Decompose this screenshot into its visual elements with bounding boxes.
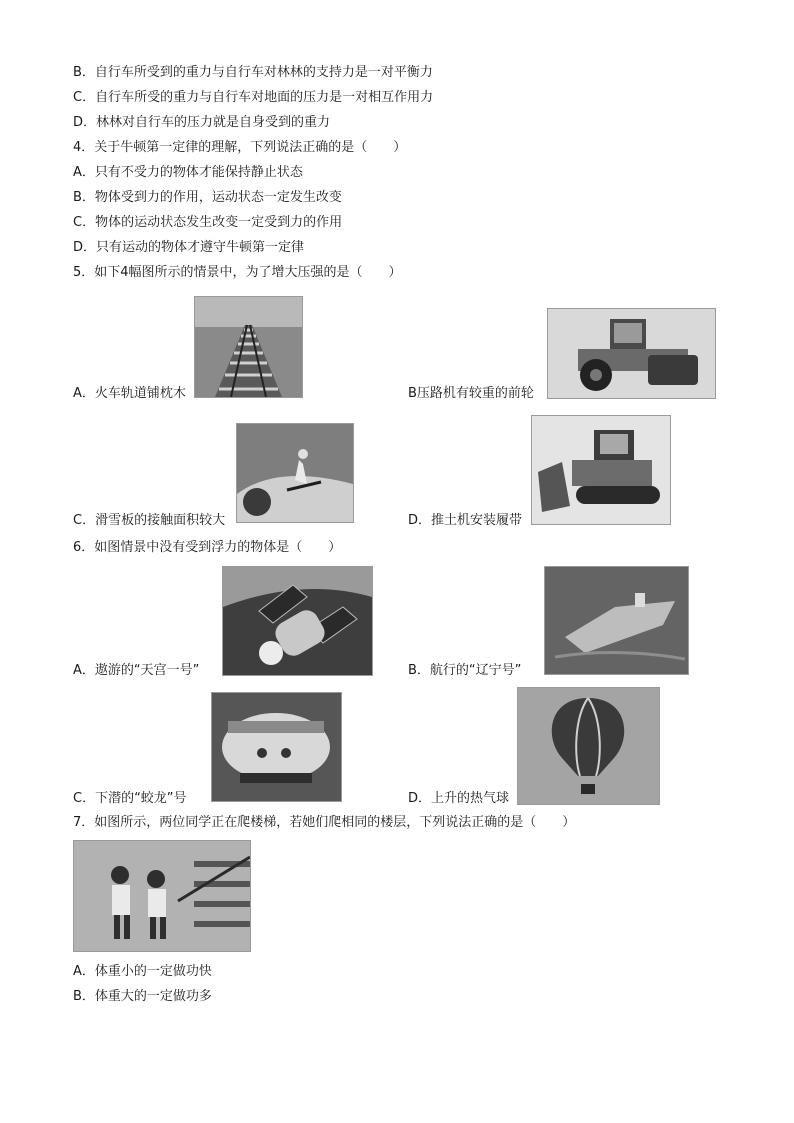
q6-stem: 6．如图情景中没有受到浮力的物体是（ ）: [73, 540, 342, 555]
q5-option-a: A．火车轨道铺枕木: [73, 386, 186, 401]
q6-option-c: C．下潜的“蛟龙”号: [73, 791, 187, 806]
snowboarder-image: [236, 423, 354, 523]
q4-option-c: C．物体的运动状态发生改变一定受到力的作用: [73, 215, 343, 230]
tiangong-image: [222, 566, 373, 676]
road-roller-image: [547, 308, 716, 399]
q6-option-b: B．航行的“辽宁号”: [408, 663, 522, 678]
q6-option-a: A．遨游的“天宫一号”: [73, 663, 200, 678]
railway-track-image: [194, 296, 303, 398]
q3-option-b: B．自行车所受到的重力与自行车对林林的支持力是一对平衡力: [73, 65, 433, 80]
aircraft-carrier-image: [544, 566, 689, 675]
q4-option-a: A．只有不受力的物体才能保持静止状态: [73, 165, 303, 180]
q5-option-c: C．滑雪板的接触面积较大: [73, 513, 226, 528]
q7-option-a: A．体重小的一定做功快: [73, 964, 212, 979]
q5-option-d: D．推土机安装履带: [408, 513, 523, 528]
q4-stem: 4．关于牛顿第一定律的理解，下列说法正确的是（ ）: [73, 140, 407, 155]
q7-stem: 7．如图所示，两位同学正在爬楼梯，若她们爬相同的楼层，下列说法正确的是（ ）: [73, 815, 576, 830]
bulldozer-image: [531, 415, 671, 525]
q3-option-d: D．林林对自行车的压力就是自身受到的重力: [73, 115, 331, 130]
q5-stem: 5．如下4幅图所示的情景中，为了增大压强的是（ ）: [73, 265, 402, 280]
hot-air-balloon-image: [517, 687, 660, 805]
q7-option-b: B．体重大的一定做功多: [73, 989, 212, 1004]
q3-option-c: C．自行车所受的重力与自行车对地面的压力是一对相互作用力: [73, 90, 434, 105]
q4-option-d: D．只有运动的物体才遵守牛顿第一定律: [73, 240, 305, 255]
jiaolong-image: [211, 692, 342, 802]
q5-option-b: B压路机有较重的前轮: [408, 386, 534, 401]
q6-option-d: D．上升的热气球: [408, 791, 510, 806]
q4-option-b: B．物体受到力的作用，运动状态一定发生改变: [73, 190, 342, 205]
students-stairs-image: [73, 840, 251, 952]
